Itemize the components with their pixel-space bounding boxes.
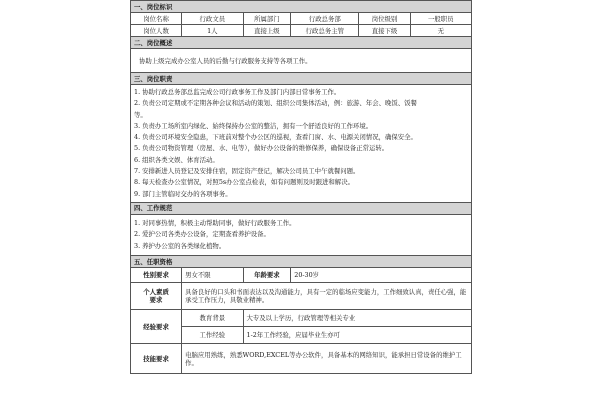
cell: 直接下级: [359, 25, 410, 37]
cell: 行政总务部: [291, 13, 359, 25]
overview-text: 协助上级完成办公室人员的后勤与行政服务支持等各项工作。: [131, 49, 472, 73]
cell: 岗位人数: [131, 25, 182, 37]
list-item: 7. 安排新进人员登记及安排住宿，固定资产登记，解决公司员工中午就餐问题。: [134, 167, 360, 176]
age-label: 年龄要求: [243, 268, 291, 283]
section-title-norms: 四、工作规范: [131, 202, 472, 214]
quality-text: 具备良好的口头和书面表达以及沟通能力，具有一定的临场应变能力，工作细致认真，责任心强，能承受工作压力，具敬业精神。: [182, 283, 472, 310]
skill-text: 电脑应用熟练，熟悉WORD,EXCEL等办公软件，具备基本的网络知识，能承担日常设备的维护工作。: [182, 344, 472, 374]
experience-label: 经验要求: [131, 310, 182, 344]
section-title-qualifications: 五、任职资格: [131, 256, 472, 268]
list-item: 2. 负责公司定期或不定期各种会议和活动的策划、组织公司集体活动，例：旅游、年会、晚饭、饭餐: [134, 99, 417, 108]
norms-list: [131, 214, 472, 256]
job-description-sheet: [130, 0, 472, 374]
cell: 岗位级别: [359, 13, 410, 25]
quality-label-line: 个人素质: [143, 288, 169, 297]
gender-label: 性别要求: [131, 268, 182, 283]
list-item: 3. 养护办公室的各类绿化植物。: [134, 241, 226, 250]
cell: 1人: [182, 25, 243, 37]
cell: 无: [410, 25, 471, 37]
list-item: 3. 负责办工场所室内绿化、始终保持办公室的整洁，拥有一个舒适良好的工作环境。: [134, 121, 373, 130]
list-item: 9. 部门主管临时交办的各项事务。: [134, 189, 232, 198]
education-label: 教育背景: [182, 310, 243, 327]
gender-value: 男女不限: [182, 268, 243, 283]
list-item: 6. 组织各类文娱、体育活动。: [134, 155, 219, 164]
list-item: 5. 负责公司物资管理（房屋、水、电等），做好办公设备的维修保养，确保设备正常运转。: [134, 144, 389, 153]
quality-label-line: 要求: [149, 296, 163, 305]
work-experience-label: 工作经验: [182, 327, 243, 344]
list-item: 等。: [134, 110, 147, 119]
cell: 岗位名称: [131, 13, 182, 25]
list-item: 1. 对同事热情，积极主动帮助同事，做好行政服务工作。: [134, 218, 296, 227]
list-item: 2. 爱护公司各类办公设备，定期查看养护设备。: [134, 230, 270, 239]
skill-label: 技能要求: [131, 344, 182, 374]
section-title-identification: 一、岗位标识: [131, 1, 472, 13]
cell: 所属部门: [243, 13, 291, 25]
section-title-duties: 三、岗位职责: [131, 73, 472, 85]
age-value: 20-30岁: [291, 268, 472, 283]
work-experience-value: 1-2年工作经验，应届毕业生亦可: [243, 327, 471, 344]
quality-label: [131, 283, 182, 310]
job-description-table: [130, 0, 472, 374]
table-row: [131, 25, 472, 37]
cell: 一般职员: [410, 13, 471, 25]
list-item: 8. 每天检查办公室情况，对照5s办公室点检表，如有问题则及时跟进和解决。: [134, 178, 354, 187]
cell: 直接上级: [243, 25, 291, 37]
section-title-overview: 二、岗位概述: [131, 37, 472, 49]
cell: 行政总务主管: [291, 25, 359, 37]
list-item: 4. 负责公司环境安全隐患，下班前对整个办公区的巡视，查看门窗、水、电源关闭情况，确保安全。: [134, 133, 417, 142]
list-item: 1. 协助行政总务部总监完成公司行政事务工作及部门内部日常事务工作。: [134, 88, 341, 96]
table-row: [131, 13, 472, 25]
cell: 行政文员: [182, 13, 243, 25]
education-value: 大专及以上学历，行政管理等相关专业: [243, 310, 471, 327]
duties-list: [131, 85, 472, 203]
